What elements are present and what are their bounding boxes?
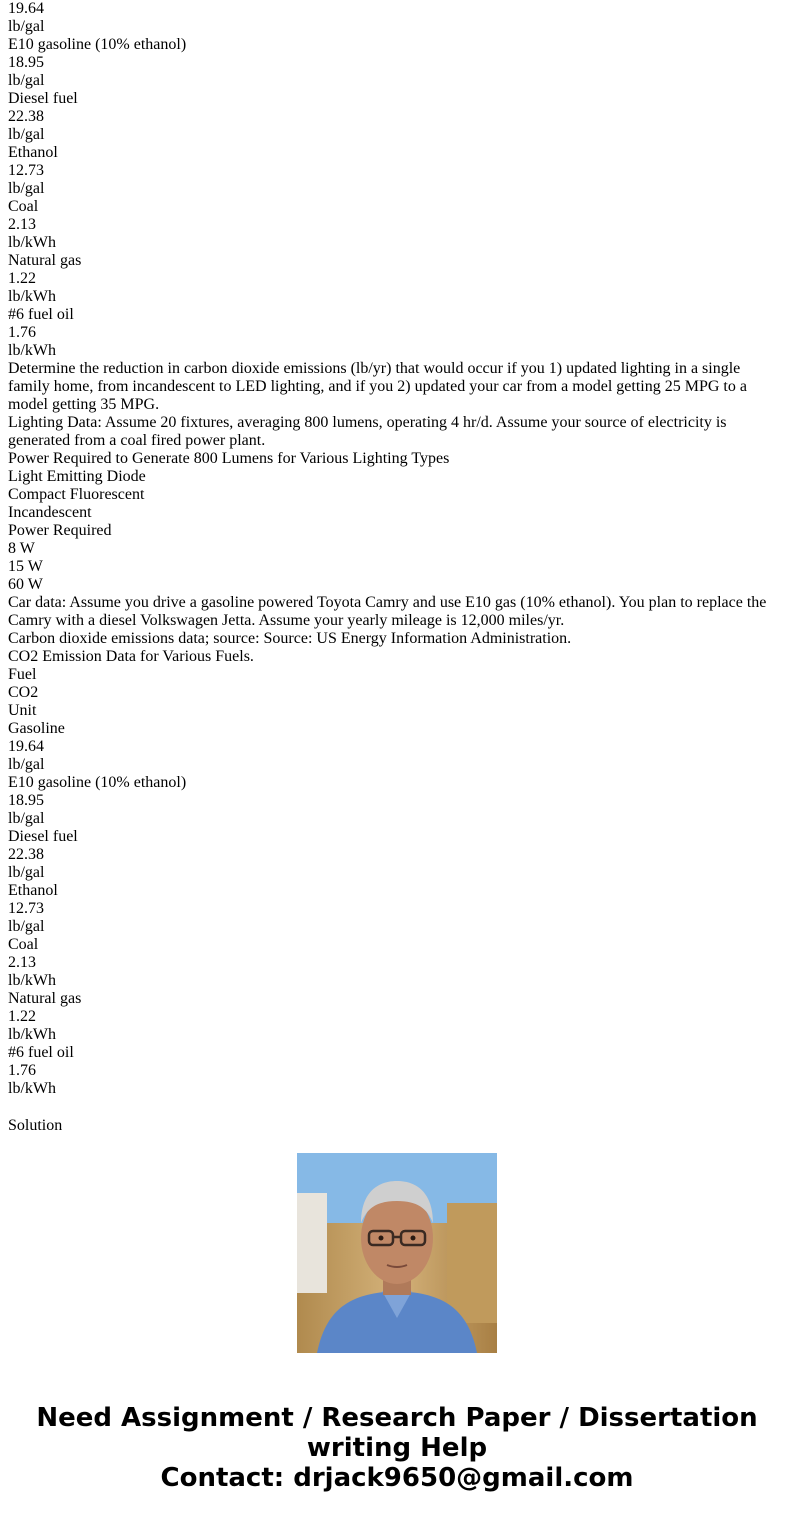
- question-text: Determine the reduction in carbon dioxide emissions (lb/yr) that would occur if you 1) updated lighting in a single family home, from incandescent to LED lighting, and if you 2) updated your car from a model getting 25 MPG to a model getting 35 MPG.: [8, 360, 747, 413]
- fuel-unit: lb/kWh: [8, 234, 56, 251]
- fuel-co2: 1.22: [8, 270, 36, 287]
- co2-fuel: #6 fuel oil: [8, 1044, 74, 1061]
- co2-value: 18.95: [8, 792, 44, 809]
- solution-heading-clipped: [8, 1117, 208, 1134]
- promo-contact[interactable]: Contact: drjack9650@gmail.com: [160, 1463, 634, 1493]
- power-header: Power Required: [8, 522, 112, 539]
- power-value: 8 W: [8, 540, 35, 557]
- lighting-table-title: Power Required to Generate 800 Lumens for Various Lighting Types: [8, 450, 450, 467]
- fuel-co2: 1.76: [8, 324, 36, 341]
- fuel-name: E10 gasoline (10% ethanol): [8, 36, 187, 53]
- promo-line-2: writing Help: [306, 1433, 488, 1463]
- co2-fuel: E10 gasoline (10% ethanol): [8, 774, 187, 791]
- co2-table-header: CO2: [8, 684, 39, 701]
- co2-table-title: CO2 Emission Data for Various Fuels.: [8, 648, 254, 665]
- fuel-name: Coal: [8, 198, 39, 215]
- co2-fuel: Coal: [8, 936, 39, 953]
- avatar-photo: [297, 1153, 497, 1353]
- co2-fuel: Diesel fuel: [8, 828, 78, 845]
- co2-unit: lb/gal: [8, 918, 45, 935]
- co2-value: 1.76: [8, 1062, 36, 1079]
- co2-table-header: Fuel: [8, 666, 37, 683]
- fuel-name: Natural gas: [8, 252, 82, 269]
- co2-unit: lb/kWh: [8, 1080, 56, 1097]
- fuel-name: Ethanol: [8, 144, 58, 161]
- fuel-co2: 12.73: [8, 162, 44, 179]
- lighting-type: Compact Fluorescent: [8, 486, 145, 503]
- lighting-type: Light Emitting Diode: [8, 468, 146, 485]
- co2-value: 19.64: [8, 738, 44, 755]
- promo-line-1: Need Assignment / Research Paper / Dissertation: [36, 1403, 758, 1433]
- co2-unit: lb/gal: [8, 864, 45, 881]
- fuel-unit: lb/gal: [8, 72, 45, 89]
- lighting-type: Incandescent: [8, 504, 92, 521]
- co2-unit: lb/kWh: [8, 972, 56, 989]
- co2-fuel: Natural gas: [8, 990, 82, 1007]
- co2-unit: lb/gal: [8, 756, 45, 773]
- co2-value: 12.73: [8, 900, 44, 917]
- fuel-co2: 2.13: [8, 216, 36, 233]
- co2-value: 2.13: [8, 954, 36, 971]
- co2-value: 1.22: [8, 1008, 36, 1025]
- fuel-co2: 19.64: [8, 0, 44, 17]
- document-content: [8, 0, 778, 1098]
- co2-value: 22.38: [8, 846, 44, 863]
- fuel-name: Diesel fuel: [8, 90, 78, 107]
- solution-heading-text: Solution: [8, 1117, 63, 1134]
- emissions-source-text: Carbon dioxide emissions data; source: Source: US Energy Information Administration.: [8, 630, 572, 647]
- car-data-text: Car data: Assume you drive a gasoline powered Toyota Camry and use E10 gas (10% ethanol). You plan to replace the Camry with a diesel Volkswagen Jetta. Assume your yearly mileage is 12,000 miles/yr.: [8, 594, 767, 629]
- fuel-unit: lb/gal: [8, 126, 45, 143]
- co2-unit: lb/kWh: [8, 1026, 56, 1043]
- fuel-co2: 22.38: [8, 108, 44, 125]
- fuel-unit: lb/kWh: [8, 288, 56, 305]
- co2-fuel: Ethanol: [8, 882, 58, 899]
- avatar: [297, 1153, 497, 1353]
- co2-unit: lb/gal: [8, 810, 45, 827]
- fuel-unit: lb/gal: [8, 180, 45, 197]
- fuel-co2: 18.95: [8, 54, 44, 71]
- power-value: 15 W: [8, 558, 43, 575]
- fuel-name: #6 fuel oil: [8, 306, 74, 323]
- promo-banner: [0, 1403, 794, 1493]
- co2-table-header: Unit: [8, 702, 37, 719]
- lighting-data-text: Lighting Data: Assume 20 fixtures, averaging 800 lumens, operating 4 hr/d. Assume your source of electricity is generated from a coal fired power plant.: [8, 414, 727, 449]
- fuel-unit: lb/gal: [8, 18, 45, 35]
- fuel-unit: lb/kWh: [8, 342, 56, 359]
- co2-fuel: Gasoline: [8, 720, 65, 737]
- power-value: 60 W: [8, 576, 43, 593]
